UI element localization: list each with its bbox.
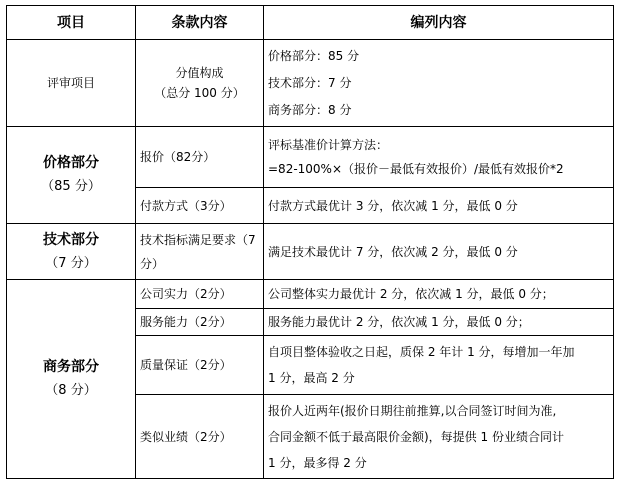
review-content-line: 价格部分：85 分: [268, 48, 360, 63]
performance-content-line: 报价人近两年(报价日期往前推算,以合同签订时间为准,: [268, 403, 557, 418]
table-row: [7, 280, 614, 309]
tech-section-score: （7 分）: [45, 255, 97, 271]
review-content-line: 技术部分：7 分: [268, 75, 352, 90]
business-section-score: （8 分）: [45, 383, 97, 398]
price-section-score: （85 分）: [41, 179, 101, 194]
tech-content-cell: 满足技术最优计 7 分，依次减 2 分，最低 0 分: [264, 224, 614, 280]
scoring-table: [6, 5, 614, 479]
performance-content-cell: [264, 395, 614, 479]
payment-item-cell: 付款方式（3分）: [136, 188, 264, 224]
header-item: 条款内容: [136, 6, 264, 40]
review-content-line: 商务部分：8 分: [268, 102, 352, 117]
review-item-cell: [136, 40, 264, 127]
tech-section-cell: [7, 224, 136, 280]
price-content-line: 评标基准价计算方法：: [268, 138, 389, 152]
table-row: [7, 127, 614, 188]
business-section-cell: [7, 280, 136, 479]
business-section-title: 商务部分: [43, 359, 99, 375]
service-content-cell: 服务能力最优计 2 分，依次减 1 分，最低 0 分；: [264, 309, 614, 336]
quality-content-cell: [264, 336, 614, 395]
quality-content-line: 1 分，最高 2 分: [268, 371, 355, 385]
price-section-title: 价格部分: [43, 155, 99, 171]
quality-content-line: 自项目整体验收之日起，质保 2 年计 1 分，每增加一年加: [268, 345, 575, 359]
price-content-cell: [264, 127, 614, 188]
company-content-cell: 公司整体实力最优计 2 分，依次减 1 分，最低 0 分；: [264, 280, 614, 309]
review-item-line: 分值构成: [175, 66, 224, 80]
table-row: [7, 40, 614, 127]
review-item-line: （总分 100 分）: [154, 86, 245, 100]
performance-content-line: 1 分，最多得 2 分: [268, 455, 367, 470]
price-content-line: =82-100%×（报价－最低有效报价）/最低有效报价*2: [268, 162, 564, 176]
quality-item-cell: 质量保证（2分）: [136, 336, 264, 395]
review-content-cell: [264, 40, 614, 127]
table-row: [7, 224, 614, 280]
performance-item-cell: 类似业绩（2分）: [136, 395, 264, 479]
service-item-cell: 服务能力（2分）: [136, 309, 264, 336]
tech-section-title: 技术部分: [43, 231, 99, 248]
payment-content-cell: 付款方式最优计 3 分，依次减 1 分，最低 0 分: [264, 188, 614, 224]
header-project: 项目: [7, 6, 136, 40]
company-item-cell: 公司实力（2分）: [136, 280, 264, 309]
price-item-cell: 报价（82分）: [136, 127, 264, 188]
performance-content-line: 合同金额不低于最高限价金额)，每提供 1 份业绩合同计: [268, 429, 564, 444]
tech-item-cell: 技术指标满足要求（7分）: [136, 224, 264, 280]
header-row: [7, 6, 614, 40]
header-content: 编列内容: [264, 6, 614, 40]
price-section-cell: [7, 127, 136, 224]
review-project-cell: 评审项目: [7, 40, 136, 127]
